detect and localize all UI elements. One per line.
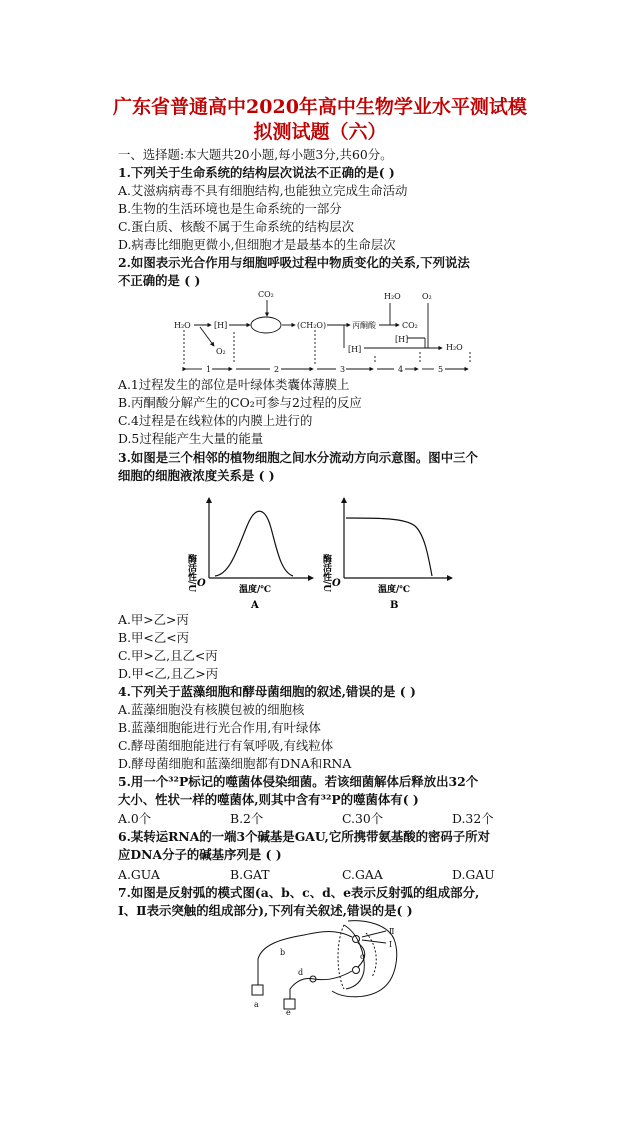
q6-stem-line1: 6.某转运RNA的一端3个碱基是GAU,它所携带氨基酸的密码子所对 (118, 829, 490, 844)
stage-1-label: 1 (206, 365, 212, 374)
q4-option-d: D.酵母菌细胞和蓝藻细胞都有DNA和RNA (118, 756, 352, 771)
q1-option-a: A.艾滋病病毒不具有细胞结构,也能独立完成生命活动 (118, 183, 408, 198)
calvin-cycle-oval (251, 317, 281, 333)
h2o-top-label: H₂O (384, 292, 401, 301)
label-e: e (286, 1008, 291, 1015)
q1-stem: 1.下列关于生命系统的结构层次说法不正确的是( ) (118, 165, 395, 180)
ch2o-label: (CH₂O) (297, 321, 327, 330)
section-header: 一、选择题:本大题共20小题,每小题3分,共60分。 (118, 147, 393, 162)
q2-stem-line1: 2.如图表示光合作用与细胞呼吸过程中物质变化的关系,下列说法 (118, 255, 470, 270)
stage-4-label: 4 (398, 365, 404, 374)
reflex-arc-diagram (240, 915, 420, 1015)
q5-option-b: B.2个 (230, 811, 264, 826)
h2o-right-label: H₂O (446, 343, 463, 352)
q6-option-b: B.GAT (230, 867, 270, 882)
graph-a-curve (215, 511, 293, 576)
q6-stem-line2: 应DNA分子的碱基序列是 ( ) (118, 847, 282, 862)
label-synapse-II: Ⅱ (389, 927, 395, 936)
q2-option-a: A.1过程发生的部位是叶绿体类囊体薄膜上 (118, 377, 350, 392)
h2o-left-label: H₂O (174, 321, 191, 330)
q3-option-d: D.甲<乙,且乙>丙 (118, 666, 219, 681)
neuron-body-lower (353, 967, 360, 974)
h-small-label: [H] (395, 335, 409, 344)
q4-option-a: A.蓝藻细胞没有核膜包被的细胞核 (118, 702, 305, 717)
q5-option-c: C.30个 (342, 811, 384, 826)
enzyme-activity-graph-a (175, 492, 320, 617)
graph-b-xlabel: 温度/℃ (378, 585, 411, 595)
graph-a-origin: O (197, 578, 206, 589)
q5-stem-line1: 5.用一个³²P标记的噬菌体侵染细菌。若该细菌解体后释放出32个 (118, 774, 479, 789)
h-left-label: [H] (214, 321, 228, 330)
q2-option-b: B.丙酮酸分解产生的CO₂可参与2过程的反应 (118, 395, 362, 410)
q1-option-c: C.蛋白质、核酸不属于生命系统的结构层次 (118, 219, 355, 234)
q1-option-b: B.生物的生活环境也是生命系统的一部分 (118, 201, 342, 216)
q6-options-row (118, 866, 538, 884)
label-b: b (280, 948, 286, 957)
q6-option-d: D.GAU (452, 867, 495, 882)
receptor-box (252, 985, 263, 995)
label-synapse-I: Ⅰ (389, 940, 393, 949)
co2-right-label: CO₂ (402, 321, 418, 330)
q1-option-d: D.病毒比细胞更微小,但细胞才是最基本的生命层次 (118, 237, 396, 252)
label-d: d (298, 968, 304, 977)
q6-option-a: A.GUA (118, 867, 160, 882)
q5-option-d: D.32个 (452, 811, 494, 826)
q4-option-b: B.蓝藻细胞能进行光合作用,有叶绿体 (118, 720, 321, 735)
graph-b-label: B (390, 600, 399, 611)
graph-a-ylabel: 酶活性/U (186, 554, 196, 593)
q3-option-b: B.甲<乙<丙 (118, 630, 189, 645)
q7-stem-line1: 7.如图是反射弧的模式图(a、b、c、d、e表示反射弧的组成部分, (118, 885, 480, 900)
q5-option-a: A.0个 (118, 811, 152, 826)
graph-b-ylabel: 酶活性/U (321, 554, 331, 593)
page-title-line1: 广东省普通高中2020年高中生物学业水平测试模 (113, 96, 527, 118)
graph-a-xlabel: 温度/℃ (239, 585, 272, 595)
q3-stem-line2: 细胞的细胞液浓度关系是 ( ) (118, 468, 275, 483)
o2-top-label: O₂ (422, 292, 432, 301)
q2-option-d: D.5过程能产生大量的能量 (118, 431, 264, 446)
photosynthesis-respiration-diagram (170, 286, 480, 376)
q6-option-c: C.GAA (342, 867, 383, 882)
graph-a-label: A (251, 600, 259, 611)
q3-option-a: A.甲>乙>丙 (118, 612, 189, 627)
co2-top-label: CO₂ (258, 290, 274, 299)
q3-stem-line1: 3.如图是三个相邻的植物细胞之间水分流动方向示意图。图中三个 (118, 450, 478, 465)
enzyme-activity-graph-b (310, 492, 460, 617)
q4-stem: 4.下列关于蓝藻细胞和酵母菌细胞的叙述,错误的是 ( ) (118, 684, 416, 699)
q4-option-c: C.酵母菌细胞能进行有氧呼吸,有线粒体 (118, 738, 334, 753)
q2-stem-line2: 不正确的是 ( ) (118, 273, 201, 288)
q7-stem-line2: Ⅰ、Ⅱ表示突触的组成部分),下列有关叙述,错误的是( ) (118, 903, 413, 918)
label-a: a (254, 1000, 259, 1009)
q5-options-row (118, 810, 538, 828)
q3-option-c: C.甲>乙,且乙<丙 (118, 648, 218, 663)
h-mid-label: [H] (348, 345, 362, 354)
q5-stem-line2: 大小、性状一样的噬菌体,则其中含有³²P的噬菌体有( ) (118, 792, 419, 807)
o2-left-label: O₂ (216, 347, 226, 356)
stage-2-label: 2 (274, 365, 280, 374)
graph-b-origin: O (332, 578, 341, 589)
label-c: c (360, 952, 365, 961)
stage-5-label: 5 (438, 365, 444, 374)
graph-b-curve (346, 518, 432, 576)
page-title-line2: 拟测试题（六） (253, 121, 387, 143)
q2-option-c: C.4过程是在线粒体的内膜上进行的 (118, 413, 313, 428)
stage-3-label: 3 (340, 365, 346, 374)
pyruvate-label: 丙酮酸 (352, 321, 376, 330)
